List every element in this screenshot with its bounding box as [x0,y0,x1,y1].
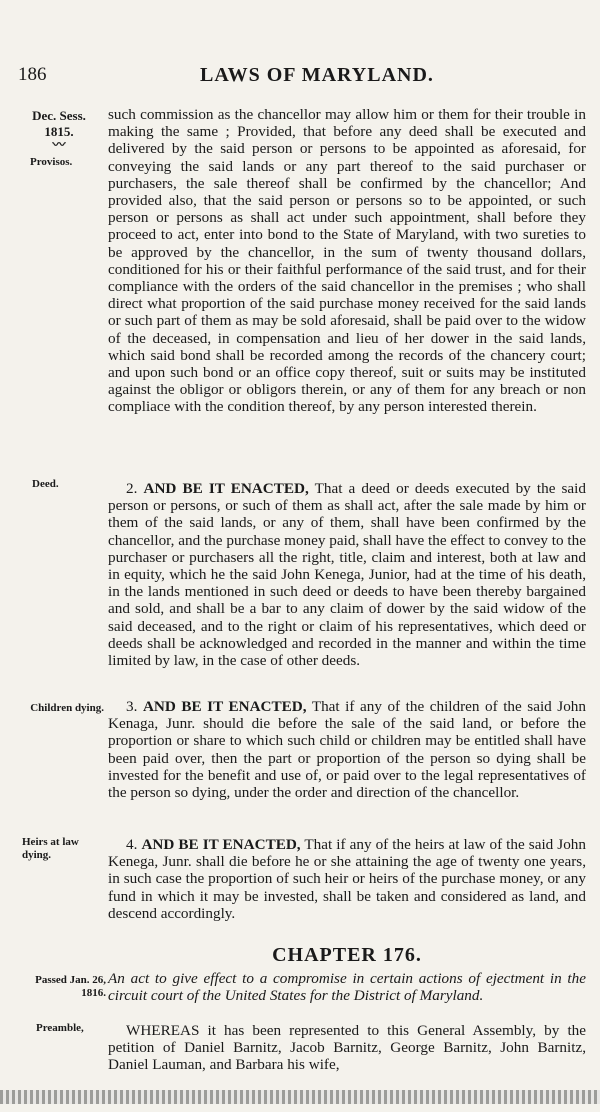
act-title [108,970,586,1004]
section-number: 2. [126,480,138,497]
section-3-text [108,698,586,801]
margin-note-preamble: Preamble, [36,1022,84,1034]
section-1-text [108,106,586,416]
enacting-clause: AND BE IT ENACTED, [142,698,307,715]
margin-note-provisos: Provisos. [30,156,73,168]
act-title-text: An act to give effect to a compromise in certain actions of ejectment in the circuit court of the United States for the District of Maryland. [108,970,586,1005]
page-header [0,64,600,94]
paragraph: WHEREAS it has been represented to this General Assembly, by the petition of Daniel Barnitz, Jacob Barnitz, George Barnitz, John Barnitz, Daniel Lauman, and Barbara his wife, [108,1022,586,1074]
section-2-text [108,480,586,669]
margin-note-deed: Deed. [32,478,59,490]
paragraph [108,836,586,922]
enacting-clause: AND BE IT ENACTED, [141,836,301,853]
preamble-text [108,1022,586,1074]
chapter-heading: CHAPTER 176. [272,944,422,966]
paragraph: such commission as the chancellor may allow him or them for their trouble in making the same ; Provided, that before any deed shall be executed and delivered by the said person or persons to be appointed as aforesaid, for conveying the said lands or any part thereof to the said purchaser or purchasers, the sale thereof shall be confirmed by the chancellor; And provided also, that the said person or persons so to be appointed, or such person or persons as shall act under such appointment, shall before they proceed to act, enter into bond to the State of Maryland, with two sureties to be approved by the chancellor, in the sum of twenty thousand dollars, conditioned for his or their faithful performance of the said trust, and for their compliance with the orders of the said chancellor in the premises ; who shall direct what proportion of the said purchase money received for the said lands or such part of them as may be sold aforesaid, shall be paid over to the widow of the deceased, in compensation and lieu of her dower in the said lands, which said bond shall be recorded among the records of the chancery court; and upon such bond or an office copy thereof, suit or suits may be instituted against the obligor or obligors therein, or any of them for any breach or non compliace with the condition thereof, by any person interested therein. [108,106,586,416]
section-body: That if any of the heirs at law of the said John Kenega, Junr. shall die before he or she attaining the age of twenty one years, in such case the proportion of such heir or heirs of the purchase money, or any fund in which it may be invested, shall be taken and considered as land, and descend accordingly. [108,836,586,922]
margin-note-session [14,108,104,150]
page-number: 186 [18,64,47,85]
margin-note-children: Children dying. [30,702,104,714]
session-label: Dec. Sess. [32,108,86,123]
swirl-ornament: 〰 [52,137,66,152]
section-number: 4. [126,836,138,853]
margin-note-passed: Passed Jan. 26, 1816. [35,974,106,999]
section-body: That if any of the children of the said John Kenaga, Junr. should die before the sale of the said land, or before the proportion or share to which such child or children may be entitled shall have been paid over, then the part or proportion of the person so dying shall be invested for the benefit and use of, or paid over to the legal representatives of the person so dying, under the order and direction of the chancellor. [108,698,586,802]
margin-note-heirs: Heirs at law dying. [22,836,79,861]
section-4-text [108,836,586,922]
page-edge-rule [0,1090,600,1104]
paragraph [108,698,586,801]
running-head: LAWS OF MARYLAND. [200,64,434,86]
section-number: 3. [126,698,138,715]
section-body: That a deed or deeds executed by the said person or persons, or such of them as shall act, after the sale made by him or them of the said lands, or any of them, shall have been confirmed by the chancellor, and the purchase money paid, shall have the effect to convey to the purchaser or purchasers all the right, title, claim and interest, both at law and in equity, which he the said John Kenega, Junior, had at the time of his death, in the lands mentioned in such deed or deeds to have been thereby bargained and sold, and shall be a bar to any claim of dower by the said widow of the said deceased, and to the right or claim of his representatives, which deed or deeds shall be acknowledged and recorded in the manner and within the time limited by law, in the case of other deeds. [108,480,586,670]
paragraph [108,480,586,669]
session-year: 1815. [44,124,74,139]
enacting-clause: AND BE IT ENACTED, [143,480,309,497]
